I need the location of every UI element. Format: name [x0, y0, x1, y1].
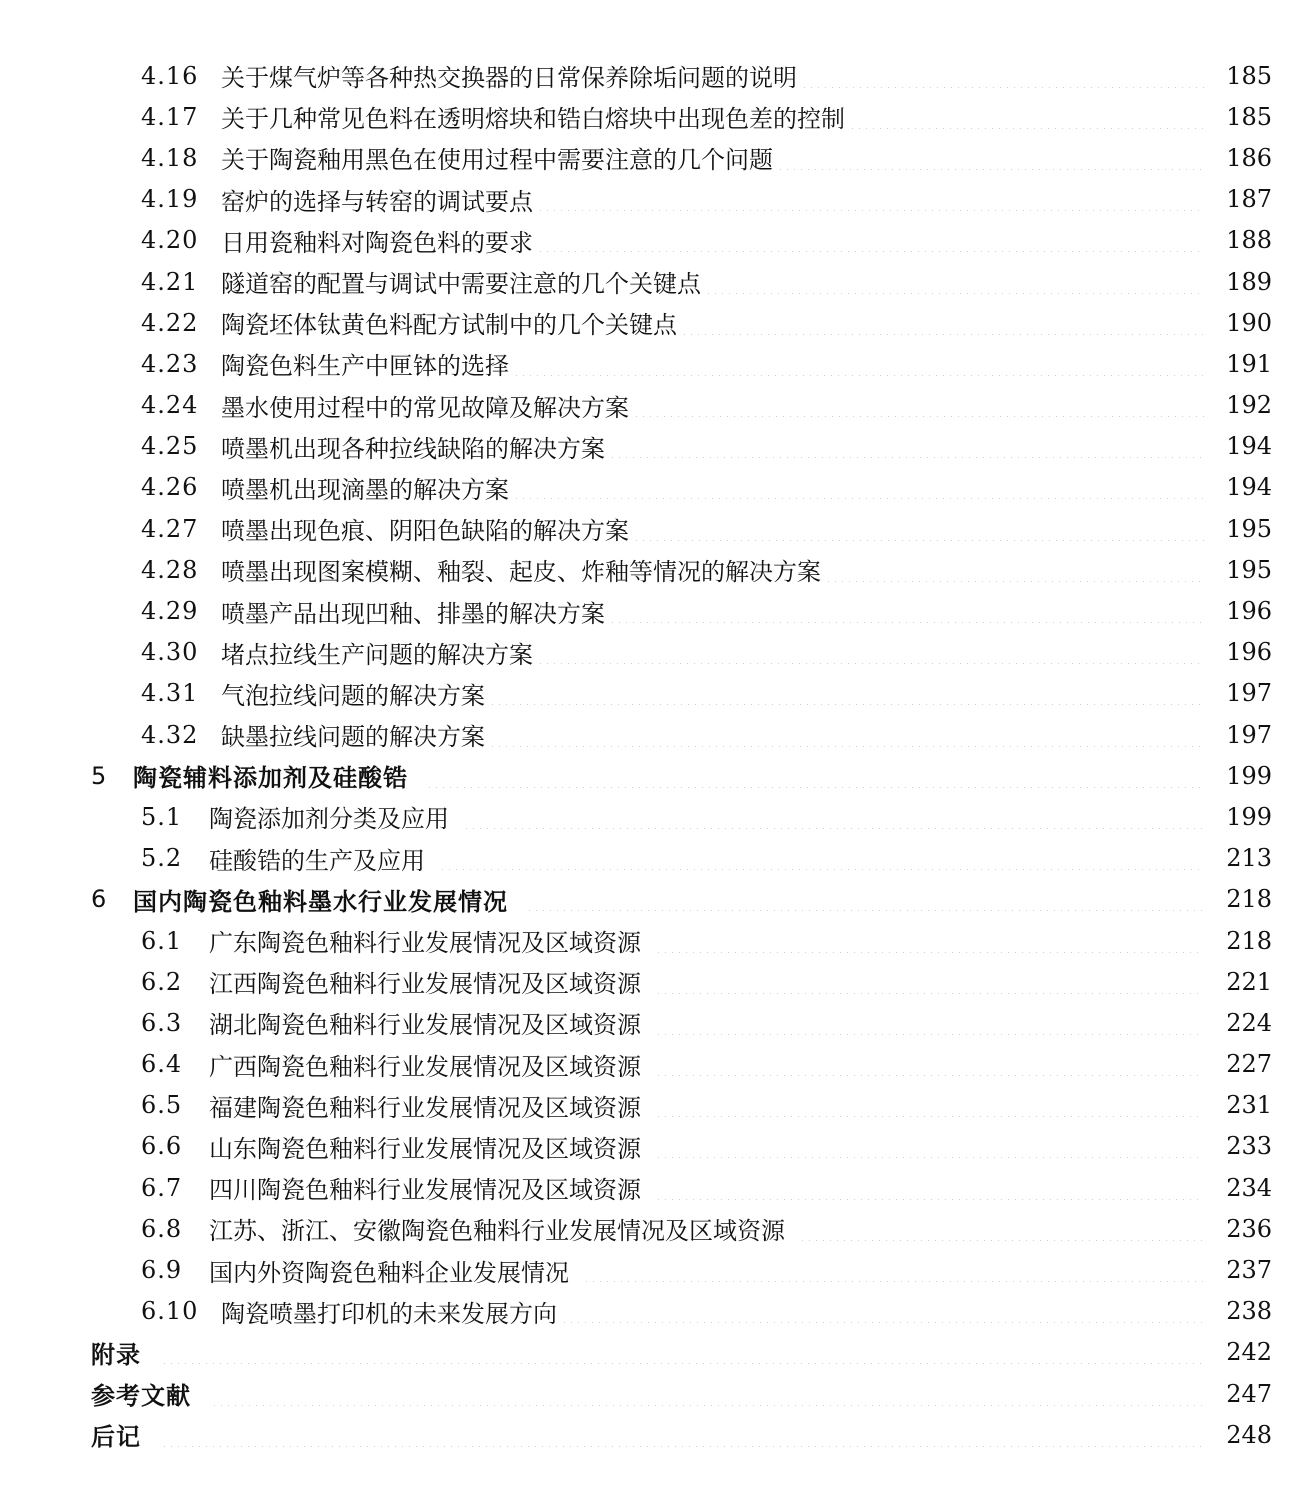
toc-entry-title: 墨水使用过程中的常见故障及解决方案	[221, 393, 629, 422]
toc-entry-title: 关于煤气炉等各种热交换器的日常保养除垢问题的说明	[221, 64, 797, 93]
toc-entry-page-number: 218	[1226, 885, 1272, 914]
toc-entry-number: 4.19	[141, 185, 199, 214]
dot-leader	[655, 1052, 1204, 1076]
toc-entry-title: 关于陶瓷釉用黑色在使用过程中需要注意的几个问题	[221, 146, 773, 175]
toc-entry-title: 江苏、浙江、安徽陶瓷色釉料行业发展情况及区域资源	[209, 1217, 785, 1246]
toc-entry-title: 广西陶瓷色釉料行业发展情况及区域资源	[209, 1052, 641, 1081]
toc-entry[interactable]	[0, 261, 1306, 302]
toc-entry-page-number: 199	[1226, 761, 1272, 790]
dot-leader	[161, 1423, 1204, 1447]
dot-leader	[561, 1299, 1204, 1323]
toc-entry-title: 陶瓷辅料添加剂及硅酸锆	[133, 764, 408, 793]
toc-entry-title: 喷墨出现图案模糊、釉裂、起皮、炸釉等情况的解决方案	[221, 558, 821, 587]
toc-entry-title: 后记	[91, 1423, 141, 1452]
toc-entry-title: 附录	[91, 1340, 141, 1369]
toc-entry-number: 6.3	[141, 1008, 183, 1037]
toc-entry[interactable]	[0, 1085, 1306, 1126]
toc-entry-title: 湖北陶瓷色釉料行业发展情况及区域资源	[209, 1011, 641, 1040]
toc-entry[interactable]	[0, 1332, 1306, 1373]
toc-entry-number: 4.31	[141, 679, 199, 708]
dot-leader	[463, 805, 1204, 829]
dot-leader	[537, 187, 1204, 211]
toc-entry-page-number: 196	[1226, 638, 1272, 667]
toc-entry[interactable]	[0, 714, 1306, 755]
dot-leader	[655, 1134, 1204, 1158]
dot-leader	[849, 105, 1204, 129]
toc-entry-page-number: 237	[1226, 1256, 1272, 1285]
toc-entry-title: 窑炉的选择与转窑的调试要点	[221, 187, 533, 216]
toc-entry-page-number: 213	[1226, 844, 1272, 873]
toc-entry[interactable]	[0, 1291, 1306, 1332]
dot-leader	[655, 1011, 1204, 1035]
toc-entry-title: 广东陶瓷色釉料行业发展情况及区域资源	[209, 929, 641, 958]
toc-entry-number: 6.10	[141, 1297, 199, 1326]
toc-entry[interactable]	[0, 1167, 1306, 1208]
dot-leader	[655, 1093, 1204, 1117]
dot-leader	[526, 887, 1204, 911]
dot-leader	[513, 352, 1204, 376]
toc-entry-page-number: 197	[1226, 720, 1272, 749]
table-of-contents	[0, 55, 1306, 1455]
dot-leader	[655, 1176, 1204, 1200]
toc-entry-page-number: 247	[1226, 1379, 1272, 1408]
toc-entry-title: 参考文献	[91, 1382, 191, 1411]
toc-entry-page-number: 189	[1226, 267, 1272, 296]
toc-entry-page-number: 199	[1226, 802, 1272, 831]
toc-entry[interactable]	[0, 1126, 1306, 1167]
toc-entry-number: 4.32	[141, 720, 199, 749]
toc-entry-number: 4.16	[141, 61, 199, 90]
toc-entry-number: 6.1	[141, 926, 183, 955]
toc-entry-number: 6.5	[141, 1091, 183, 1120]
toc-entry[interactable]	[0, 920, 1306, 961]
toc-entry[interactable]	[0, 838, 1306, 879]
toc-entry-page-number: 194	[1226, 473, 1272, 502]
toc-entry[interactable]	[0, 879, 1306, 920]
toc-entry[interactable]	[0, 961, 1306, 1002]
dot-leader	[655, 970, 1204, 994]
toc-entry[interactable]	[0, 796, 1306, 837]
toc-entry-title: 气泡拉线问题的解决方案	[221, 681, 485, 710]
dot-leader	[489, 681, 1204, 705]
toc-entry[interactable]	[0, 549, 1306, 590]
toc-entry-page-number: 196	[1226, 597, 1272, 626]
toc-entry[interactable]	[0, 1373, 1306, 1414]
toc-entry[interactable]	[0, 385, 1306, 426]
toc-entry-page-number: 233	[1226, 1132, 1272, 1161]
toc-entry-number: 5.2	[141, 844, 183, 873]
toc-entry[interactable]	[0, 179, 1306, 220]
toc-entry[interactable]	[0, 137, 1306, 178]
dot-leader	[633, 517, 1204, 541]
toc-entry-title: 四川陶瓷色釉料行业发展情况及区域资源	[209, 1176, 641, 1205]
toc-entry[interactable]	[0, 220, 1306, 261]
toc-entry[interactable]	[0, 96, 1306, 137]
toc-entry-page-number: 192	[1226, 391, 1272, 420]
toc-entry[interactable]	[0, 467, 1306, 508]
dot-leader	[609, 434, 1204, 458]
dot-leader	[426, 764, 1204, 788]
toc-entry-page-number: 238	[1226, 1297, 1272, 1326]
toc-entry-title: 日用瓷釉料对陶瓷色料的要求	[221, 228, 533, 257]
dot-leader	[513, 475, 1204, 499]
toc-entry-page-number: 185	[1226, 61, 1272, 90]
toc-entry-page-number: 236	[1226, 1214, 1272, 1243]
toc-entry[interactable]	[0, 302, 1306, 343]
toc-entry-number: 4.26	[141, 473, 199, 502]
toc-entry-number: 4.24	[141, 391, 199, 420]
toc-entry-number: 4.28	[141, 555, 199, 584]
toc-entry[interactable]	[0, 1044, 1306, 1085]
toc-entry-page-number: 197	[1226, 679, 1272, 708]
toc-entry[interactable]	[0, 755, 1306, 796]
toc-entry[interactable]	[0, 55, 1306, 96]
dot-leader	[439, 846, 1204, 870]
toc-entry-title: 国内陶瓷色釉料墨水行业发展情况	[133, 887, 508, 916]
toc-entry-page-number: 227	[1226, 1050, 1272, 1079]
toc-entry[interactable]	[0, 426, 1306, 467]
toc-entry[interactable]	[0, 508, 1306, 549]
dot-leader	[489, 723, 1204, 747]
toc-entry-number: 6.8	[141, 1214, 183, 1243]
toc-entry-title: 堵点拉线生产问题的解决方案	[221, 640, 533, 669]
toc-entry-number: 4.30	[141, 638, 199, 667]
toc-entry-title: 陶瓷添加剂分类及应用	[209, 805, 449, 834]
toc-entry-title: 硅酸锆的生产及应用	[209, 846, 425, 875]
toc-entry-page-number: 185	[1226, 102, 1272, 131]
dot-leader	[825, 558, 1204, 582]
dot-leader	[211, 1382, 1204, 1406]
toc-entry-title: 关于几种常见色料在透明熔块和锆白熔块中出现色差的控制	[221, 105, 845, 134]
toc-entry-page-number: 194	[1226, 432, 1272, 461]
toc-entry-page-number: 248	[1226, 1420, 1272, 1449]
toc-entry-title: 福建陶瓷色釉料行业发展情况及区域资源	[209, 1093, 641, 1122]
dot-leader	[537, 640, 1204, 664]
toc-entry-title: 缺墨拉线问题的解决方案	[221, 723, 485, 752]
toc-entry-page-number: 221	[1226, 967, 1272, 996]
toc-entry-number: 4.18	[141, 143, 199, 172]
toc-entry-title: 喷墨机出现滴墨的解决方案	[221, 475, 509, 504]
toc-entry-page-number: 195	[1226, 555, 1272, 584]
toc-entry-number: 4.20	[141, 226, 199, 255]
toc-entry-title: 江西陶瓷色釉料行业发展情况及区域资源	[209, 970, 641, 999]
toc-entry-page-number: 191	[1226, 349, 1272, 378]
toc-entry-number: 6	[91, 885, 108, 914]
toc-entry-page-number: 231	[1226, 1091, 1272, 1120]
toc-entry-page-number: 188	[1226, 226, 1272, 255]
dot-leader	[609, 599, 1204, 623]
toc-entry-page-number: 218	[1226, 926, 1272, 955]
toc-entry-number: 4.17	[141, 102, 199, 131]
toc-entry-number: 6.7	[141, 1173, 183, 1202]
toc-entry-number: 6.4	[141, 1050, 183, 1079]
toc-entry-number: 5.1	[141, 802, 183, 831]
toc-entry-title: 喷墨出现色痕、阴阳色缺陷的解决方案	[221, 517, 629, 546]
toc-entry[interactable]	[0, 343, 1306, 384]
toc-entry[interactable]	[0, 673, 1306, 714]
dot-leader	[801, 64, 1204, 88]
toc-entry-number: 5	[91, 761, 108, 790]
toc-entry-number: 4.27	[141, 514, 199, 543]
toc-entry-number: 6.6	[141, 1132, 183, 1161]
toc-entry-number: 4.25	[141, 432, 199, 461]
toc-entry-page-number: 195	[1226, 514, 1272, 543]
toc-entry-page-number: 187	[1226, 185, 1272, 214]
toc-entry-number: 4.21	[141, 267, 199, 296]
dot-leader	[583, 1258, 1204, 1282]
toc-entry-number: 4.23	[141, 349, 199, 378]
toc-entry-title: 山东陶瓷色釉料行业发展情况及区域资源	[209, 1134, 641, 1163]
toc-entry-number: 4.29	[141, 597, 199, 626]
dot-leader	[705, 270, 1204, 294]
dot-leader	[799, 1217, 1204, 1241]
toc-entry-page-number: 242	[1226, 1338, 1272, 1367]
toc-entry-page-number: 190	[1226, 308, 1272, 337]
toc-entry-page-number: 234	[1226, 1173, 1272, 1202]
toc-entry-number: 6.2	[141, 967, 183, 996]
toc-entry-title: 陶瓷色料生产中匣钵的选择	[221, 352, 509, 381]
toc-entry[interactable]	[0, 1249, 1306, 1290]
toc-entry[interactable]	[0, 1002, 1306, 1043]
toc-entry[interactable]	[0, 1208, 1306, 1249]
dot-leader	[777, 146, 1204, 170]
toc-entry-title: 陶瓷坯体钛黄色料配方试制中的几个关键点	[221, 311, 677, 340]
toc-entry[interactable]	[0, 590, 1306, 631]
dot-leader	[655, 929, 1204, 953]
toc-entry-page-number: 186	[1226, 143, 1272, 172]
dot-leader	[161, 1340, 1204, 1364]
toc-entry-title: 隧道窑的配置与调试中需要注意的几个关键点	[221, 270, 701, 299]
toc-entry-title: 陶瓷喷墨打印机的未来发展方向	[221, 1299, 557, 1328]
toc-entry-number: 6.9	[141, 1256, 183, 1285]
toc-entry-title: 喷墨产品出现凹釉、排墨的解决方案	[221, 599, 605, 628]
toc-entry[interactable]	[0, 632, 1306, 673]
dot-leader	[681, 311, 1204, 335]
toc-entry-number: 4.22	[141, 308, 199, 337]
toc-entry-title: 喷墨机出现各种拉线缺陷的解决方案	[221, 434, 605, 463]
toc-entry-page-number: 224	[1226, 1008, 1272, 1037]
dot-leader	[633, 393, 1204, 417]
dot-leader	[537, 228, 1204, 252]
toc-entry[interactable]	[0, 1414, 1306, 1455]
toc-entry-title: 国内外资陶瓷色釉料企业发展情况	[209, 1258, 569, 1287]
